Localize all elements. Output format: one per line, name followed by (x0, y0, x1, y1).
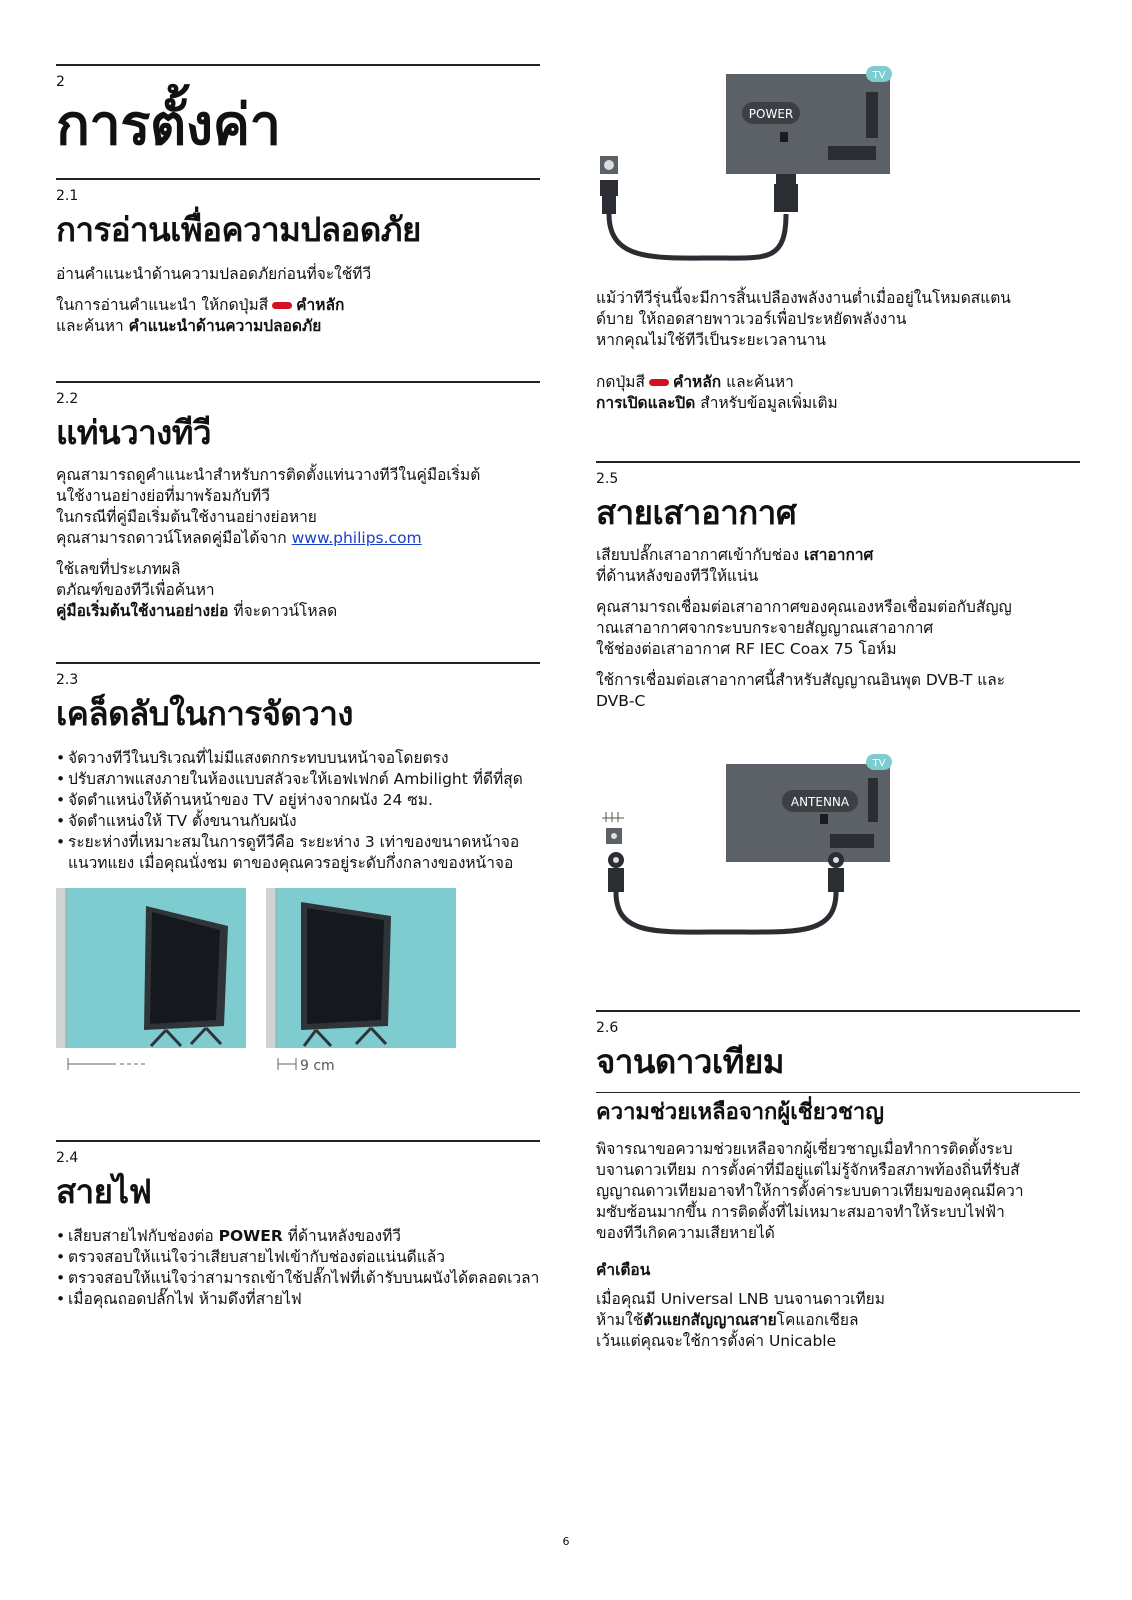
section-rule (56, 1140, 540, 1142)
warning-text: เมื่อคุณมี Universal LNB บนจานดาวเทียม ห้ามใช้ตัวแยกสัญญาณสายโคแอกเชียล เว้นแต่คุณจะใช้การตั้งค่า Unicable (596, 1290, 885, 1350)
red-key-icon (272, 302, 292, 309)
philips-link[interactable]: www.philips.com (291, 529, 422, 547)
antenna-text-3: ใช้การเชื่อมต่อเสาอากาศนี้สำหรับสัญญาณอินพุต DVB-T และ DVB-C (596, 671, 1006, 710)
antenna-connection-illustration (596, 750, 1080, 960)
section-number-2-2: 2.2 (56, 391, 79, 407)
satellite-text: พิจารณาขอความช่วยเหลือจากผู้เชี่ยวชาญเมื่อทำการติดตั้งระบ บจานดาวเทียม การตั้งค่าที่มีอยู่แต่ไม่รู้จักหรือสภาพท้องถิ่นที่รับสั ญญาณดาวเทียมอาจทำให้การตั้งค่าระบบดาวเทียมของคุณมีควา มซับซ้อนมากขึ้น การติดตั้งที่ไม่เหมาะสมอาจทำให้ระบบไฟฟ้า ของทีวีเกิดความเสียหายได้ (596, 1140, 1024, 1242)
section-title-stand: แท่นวางทีวี (56, 413, 212, 452)
list-item: • จัดตำแหน่งให้ TV ตั้งขนานกับผนัง (56, 811, 540, 832)
tv-placement-illustration (56, 888, 456, 1088)
chapter-number: 2 (56, 74, 65, 90)
list-item: • ระยะห่างที่เหมาะสมในการดูทีวีคือ ระยะห่าง 3 เท่าของขนาดหน้าจอแนวทแยง เมื่อคุณนั่งชม ตาของคุณควรอยู่ระดับกึ่งกลางของหน้าจอ (56, 832, 540, 874)
red-key-icon (649, 379, 669, 386)
section-rule (56, 178, 540, 180)
section-number-2-6: 2.6 (596, 1020, 619, 1036)
chapter-title: การตั้งค่า (56, 93, 281, 158)
section-number-2-1: 2.1 (56, 188, 79, 204)
section-title-safety: การอ่านเพื่อความปลอดภัย (56, 210, 421, 249)
list-item: • จัดตำแหน่งให้ด้านหน้าของ TV อยู่ห่างจากผนัง 24 ซม. (56, 790, 540, 811)
page-number: 6 (562, 1535, 570, 1548)
distance-label: 9 cm (300, 1058, 335, 1074)
section-number-2-5: 2.5 (596, 471, 619, 487)
antenna-text-2: คุณสามารถเชื่อมต่อเสาอากาศของคุณเองหรือเชื่อมต่อกับสัญญ าณเสาอากาศจากระบบกระจายสัญญาณเสาอากาศ ใช้ช่องต่อเสาอากาศ RF IEC Coax 75 โอห์ม (596, 598, 1012, 658)
stand-text-2: ใช้เลขที่ประเภทผลิ ตภัณฑ์ของทีวีเพื่อค้นหา คู่มือเริ่มต้นใช้งานอย่างย่อ ที่จะดาวน์โหลด (56, 560, 338, 620)
stand-text: คุณสามารถดูคำแนะนำสำหรับการติดตั้งแท่นวางทีวีในคู่มือเริ่มต้ นใช้งานอย่างย่อที่มาพร้อมกับทีวี ในกรณีที่คู่มือเริ่มต้นใช้งานอย่างย่อหาย คุณสามารถดาวน์โหลดคู่มือได้จาก www.philips.com (56, 466, 481, 547)
power-note: แม้ว่าทีวีรุ่นนี้จะมีการสิ้นเปลืองพลังงานต่ำเมื่ออยู่ในโหมดสแตน ด์บาย ให้ถอดสายพาวเวอร์เพื่อประหยัดพลังงาน หากคุณไม่ใช้ทีวีเป็นระยะเวลานาน (596, 289, 1011, 349)
section-number-2-3: 2.3 (56, 672, 79, 688)
power-note-2: กดปุ่มสี คำหลัก และค้นหา การเปิดและปิด สำหรับข้อมูลเพิ่มเติม (596, 373, 838, 412)
list-item: • ตรวจสอบให้แน่ใจว่าเสียบสายไฟเข้ากับช่องต่อแน่นดีแล้ว (56, 1247, 540, 1268)
placement-list (56, 748, 540, 874)
subsection-title-expert-help: ความช่วยเหลือจากผู้เชี่ยวชาญ (596, 1100, 884, 1125)
power-port-label: POWER (748, 107, 794, 121)
section-number-2-4: 2.4 (56, 1150, 79, 1166)
list-item: • ตรวจสอบให้แน่ใจว่าสามารถเข้าใช้ปลั๊กไฟที่เต้ารับบนผนังได้ตลอดเวลา (56, 1268, 540, 1289)
list-item: • ปรับสภาพแสงภายในห้องแบบสลัวจะให้เอฟเฟกต์ Ambilight ที่ดีที่สุด (56, 769, 540, 790)
section-title-placement: เคล็ดลับในการจัดวาง (56, 694, 354, 733)
power-connection-illustration (596, 62, 1080, 282)
power-list (56, 1226, 540, 1310)
tv-badge: TV (872, 758, 886, 769)
section-rule (56, 662, 540, 664)
antenna-text: เสียบปลั๊กเสาอากาศเข้ากับช่อง เสาอากาศ ที่ด้านหลังของทีวีให้แน่น (596, 546, 874, 585)
section-title-satellite: จานดาวเทียม (596, 1042, 785, 1081)
section-rule (596, 1010, 1080, 1012)
list-item: • เมื่อคุณถอดปลั๊กไฟ ห้ามดึงที่สายไฟ (56, 1289, 540, 1310)
section-title-antenna: สายเสาอากาศ (596, 493, 797, 532)
antenna-port-label: ANTENNA (790, 795, 850, 809)
safety-text: อ่านคำแนะนำด้านความปลอดภัยก่อนที่จะใช้ทีวี (56, 265, 372, 283)
left-column (56, 0, 540, 1310)
section-rule (56, 381, 540, 383)
tv-badge: TV (872, 70, 886, 81)
warning-title: คำเตือน (596, 1261, 651, 1279)
safety-instruction: ในการอ่านคำแนะนำ ให้กดปุ่มสี คำหลัก และค้นหา คำแนะนำด้านความปลอดภัย (56, 296, 345, 335)
chapter-rule (56, 64, 540, 66)
section-title-power: สายไฟ (56, 1172, 152, 1211)
list-item: • เสียบสายไฟกับช่องต่อ POWER ที่ด้านหลังของทีวี (56, 1226, 540, 1247)
list-item: • จัดวางทีวีในบริเวณที่ไม่มีแสงตกกระทบบนหน้าจอโดยตรง (56, 748, 540, 769)
section-rule (596, 461, 1080, 463)
